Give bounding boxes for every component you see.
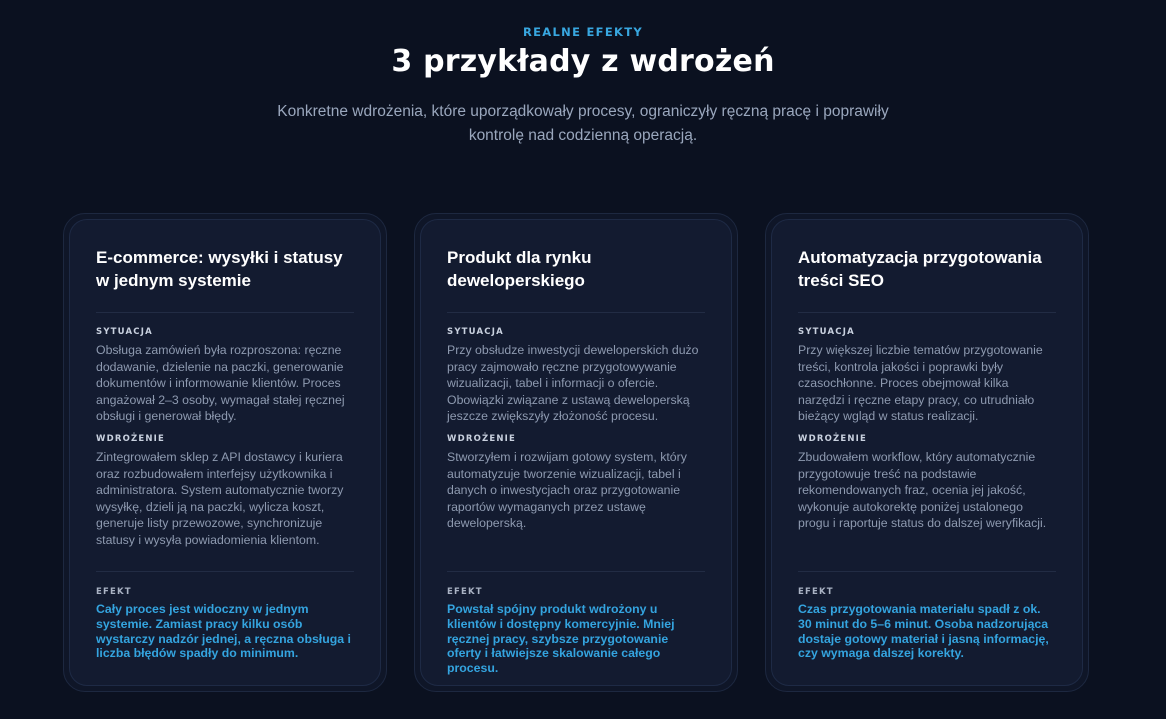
implementation-label: WDROŻENIE [447,433,517,444]
effect-label: EFEKT [798,587,834,597]
section-title: 3 przykłady z wdrożeń [391,44,775,79]
situation-text: Obsługa zamówień była rozproszona: ręczne dodawanie, dzielenie na paczki, generowanie dokumentów i informowanie klientów. Proces angażował 2–3 osoby, wymagał stałej ręcznej obsługi i generował błędy. [96,343,345,424]
implementation-text: Zbudowałem workflow, który automatycznie przygotowuje treść na podstawie rekomendowanych fraz, ocenia jej jakość, wykonuje autokorektę poniżej ustalonego progu i raportuje status do dalszej weryfikacji. [798,449,1047,531]
situation-label: SYTUACJA [447,327,504,337]
situation-text: Przy obsłudze inwestycji deweloperskich dużo pracy zajmowało ręczne przygotowywanie wizualizacji, tabel i informacji o ofercie. Obowiązki związane z ustawą deweloperską jeszcze zwiększyły złożoność procesu. [447,343,699,424]
divider [798,571,1056,572]
implementation-label: WDROŻENIE [798,433,868,444]
situation-label: SYTUACJA [96,327,153,337]
effect-section [798,571,1056,661]
effect-section [96,571,354,661]
case-card-ecommerce [63,213,387,692]
effect-text: Czas przygotowania materiału spadł z ok. 30 minut do 5–6 minut. Osoba nadzorująca dostaje gotowy materiał i jasną informację, czy wymaga dalszej korekty. [798,602,1049,661]
implementation-text: Stworzyłem i rozwijam gotowy system, który automatyzuje tworzenie wizualizacji, tabel i danych o inwestycjach oraz przygotowanie raportów wymaganych przez ustawę deweloperską. [447,449,687,531]
card-title: E-commerce: wysyłki i statusy w jednym systemie [96,248,343,290]
section-subtitle: Konkretne wdrożenia, które uporządkowały procesy, ograniczyły ręczną pracę i poprawiły kontrolę nad codzienną operacją. [277,103,889,144]
effect-text: Powstał spójny produkt wdrożony u klientów i dostępny komercyjnie. Mniej ręcznej pracy, szybsze przygotowanie oferty i łatwiejsze skalowanie całego procesu. [447,602,675,676]
divider [96,312,354,313]
implementation-text: Zintegrowałem sklep z API dostawcy i kuriera oraz rozbudowałem interfejsy użytkownika i administratora. System automatycznie tworzy wysyłkę, dzieli ją na paczki, wylicza koszt, generuje listy przewozowe, synchronizuje statusy i wysyła powiadomienia klientom. [96,449,344,547]
implementation-section [96,434,354,549]
case-card-developer [414,213,738,692]
card-body [771,219,1083,686]
divider [447,312,705,313]
divider [96,571,354,572]
case-card-seo [765,213,1089,692]
situation-section [798,327,1056,425]
card-title: Automatyzacja przygotowania treści SEO [798,248,1042,290]
divider [798,312,1056,313]
implementation-section [798,434,1056,532]
effect-text: Cały proces jest widoczny w jednym systemie. Zamiast pracy kilku osób wystarczy nadzór jednej, a ręczna obsługa i liczba błędów spadły do minimum. [96,602,351,661]
situation-text: Przy większej liczbie tematów przygotowanie treści, kontrola jakości i poprawki były czasochłonne. Proces obejmował kilka narzędzi i ręczne etapy pracy, co utrudniało bieżący wgląd w status realizacji. [798,343,1043,424]
implementation-label: WDROŻENIE [96,433,166,444]
card-body [420,219,732,686]
situation-label: SYTUACJA [798,327,855,337]
situation-section [447,327,705,425]
implementation-section [447,434,705,532]
situation-section [96,327,354,425]
case-cards [63,213,1089,692]
effect-label: EFEKT [447,587,483,597]
effect-section [447,571,705,676]
effect-label: EFEKT [96,587,132,597]
card-title: Produkt dla rynku deweloperskiego [447,248,592,290]
divider [447,571,705,572]
card-body [69,219,381,686]
section-eyebrow: REALNE EFEKTY [523,25,643,39]
